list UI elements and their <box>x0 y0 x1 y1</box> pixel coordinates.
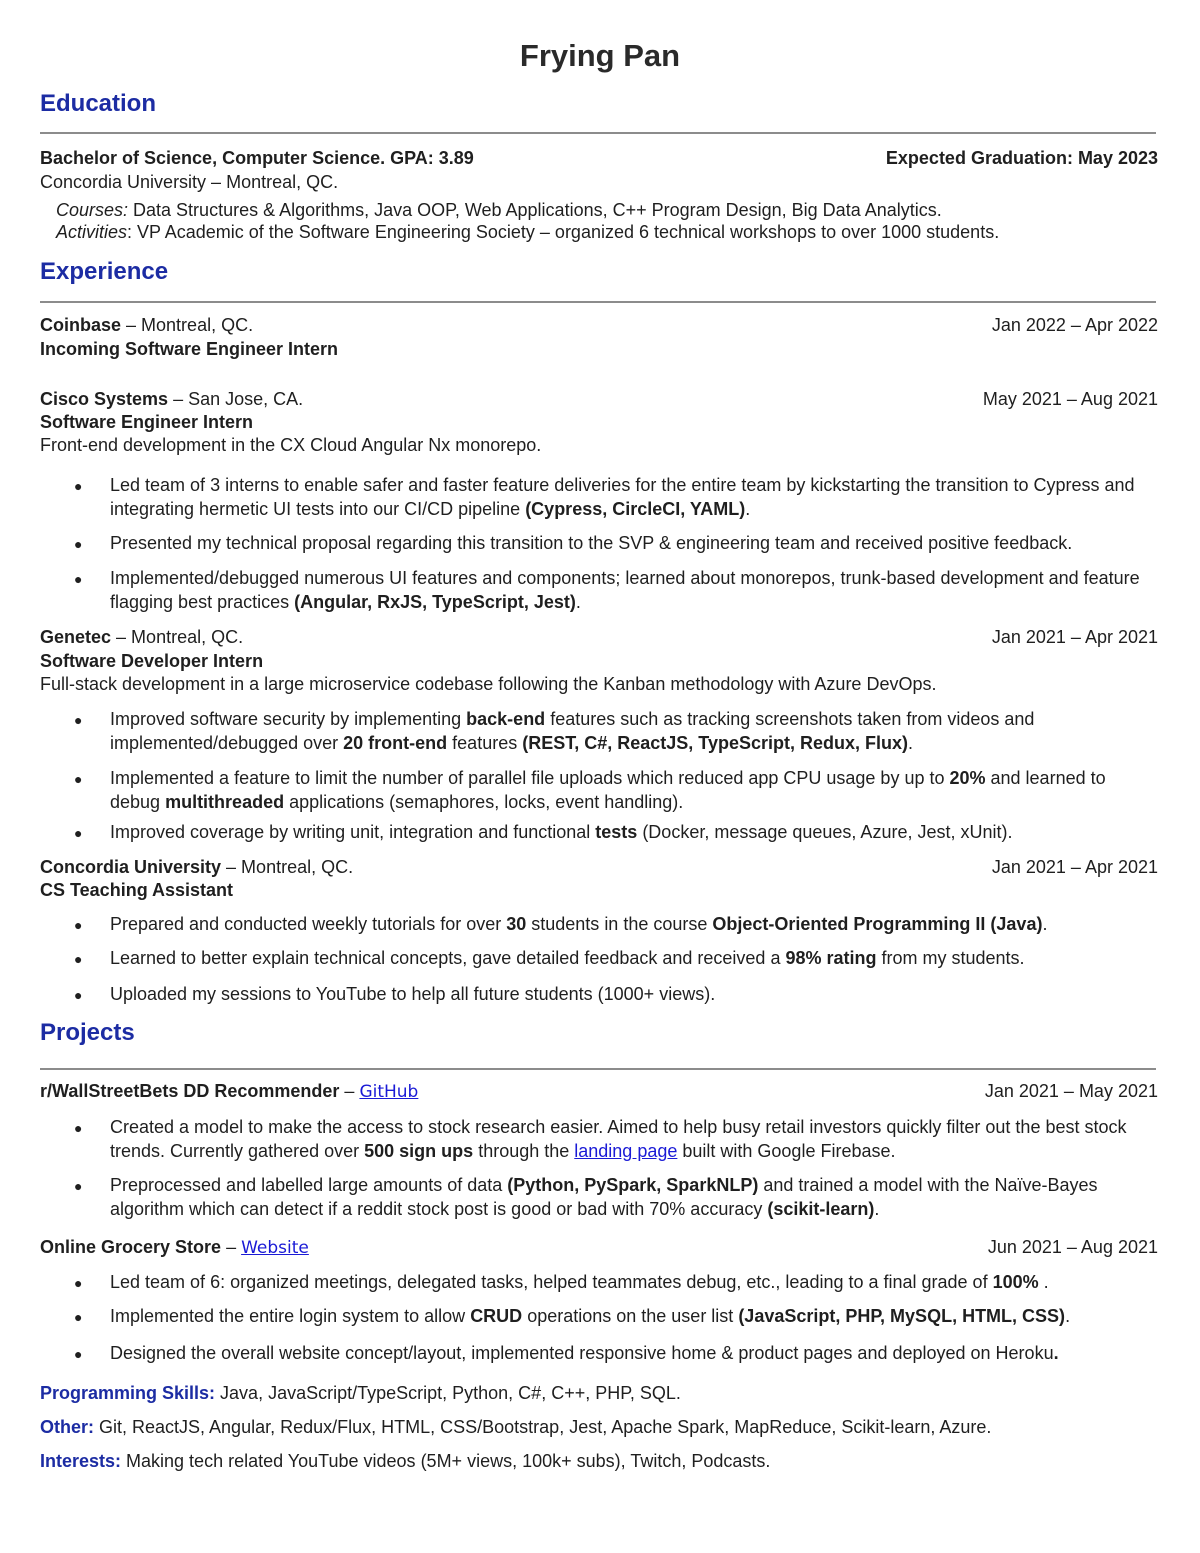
project-header: r/WallStreetBets DD Recommender – GitHub <box>40 1081 419 1102</box>
bullet-text: Prepared and conducted weekly tutorials for over 30 students in the course Object-Oriented Programming II (Java). <box>110 914 1048 934</box>
bullet-icon: ● <box>74 1120 83 1136</box>
bullet-text: Led team of 3 interns to enable safer and faster feature deliveries for the entire team by kickstarting the transition to Cypress and integrating hermetic UI tests into our CI/CD pipeline (Cypress, CircleCI, YAML). <box>110 475 1135 519</box>
bullet-text: Preprocessed and labelled large amounts of data (Python, PySpark, SparkNLP) and trained a model with the Naïve-Bayes algorithm which can detect if a reddit stock post is good or bad with 70% accuracy (scikit-learn). <box>110 1175 1098 1219</box>
job-dates: Jan 2022 – Apr 2022 <box>991 315 1158 335</box>
job-header <box>40 626 243 648</box>
other-skills-label: Other: <box>40 1417 94 1437</box>
bullet-icon: ● <box>74 951 83 967</box>
bullet-icon: ● <box>74 1309 83 1325</box>
bullet-text: Learned to better explain technical concepts, gave detailed feedback and received a 98% rating from my students. <box>110 948 1025 968</box>
project-header: Online Grocery Store – Website <box>40 1237 309 1258</box>
project-title: Online Grocery Store <box>40 1237 222 1257</box>
activities-line <box>56 221 999 243</box>
bullet-icon: ● <box>74 712 83 728</box>
bullet-icon: ● <box>74 571 83 587</box>
job-dates: May 2021 – Aug 2021 <box>982 389 1158 409</box>
company-location: – Montreal, QC. <box>121 315 254 335</box>
courses-line <box>56 199 942 221</box>
bullet-text: Improved software security by implementing back-end features such as tracking screenshots taken from videos and implemented/debugged over 20 front-end features (REST, C#, ReactJS, TypeScript, Redux, Flux). <box>110 709 1035 753</box>
landing-page-link[interactable]: landing page <box>574 1141 678 1161</box>
section-divider <box>40 301 1156 303</box>
bullet-icon: ● <box>74 987 83 1003</box>
project-dates: Jun 2021 – Aug 2021 <box>987 1237 1158 1257</box>
company-name: Concordia University <box>40 857 222 877</box>
company-name: Cisco Systems <box>40 389 169 409</box>
activities-text: : VP Academic of the Software Engineering Society – organized 6 technical workshops to over 1000 students. <box>127 222 1000 242</box>
degree: Bachelor of Science, Computer Science. GPA: 3.89 <box>40 148 474 168</box>
programming-skills-label: Programming Skills: <box>40 1383 216 1403</box>
website-link[interactable]: Website <box>241 1238 309 1258</box>
bullet-text: Designed the overall website concept/layout, implemented responsive home & product pages and deployed on Heroku. <box>110 1343 1059 1363</box>
job-header <box>40 856 353 878</box>
project-title: r/WallStreetBets DD Recommender <box>40 1081 340 1101</box>
bullet-icon: ● <box>74 536 83 552</box>
section-divider <box>40 132 1156 134</box>
school: Concordia University – Montreal, QC. <box>40 172 339 192</box>
job-summary: Front-end development in the CX Cloud Angular Nx monorepo. <box>40 435 542 455</box>
bullet-text: Implemented a feature to limit the number of parallel file uploads which reduced app CPU usage by up to 20% and learned to debug multithreaded applications (semaphores, locks, event handling). <box>110 768 1106 812</box>
company-location: – San Jose, CA. <box>168 389 304 409</box>
bullet-text: Uploaded my sessions to YouTube to help all future students (1000+ views). <box>110 984 716 1004</box>
job-header <box>40 314 253 336</box>
courses-text: Data Structures & Algorithms, Java OOP, Web Applications, C++ Program Design, Big Data Analytics. <box>128 200 942 220</box>
bullet-text: Presented my technical proposal regarding this transition to the SVP & engineering team and received positive feedback. <box>110 533 1073 553</box>
other-skills: Other: Git, ReactJS, Angular, Redux/Flux, HTML, CSS/Bootstrap, Jest, Apache Spark, MapReduce, Scikit-learn, Azure. <box>40 1417 992 1437</box>
company-location: – Montreal, QC. <box>111 627 244 647</box>
projects-heading: Projects <box>40 1019 135 1046</box>
github-link[interactable]: GitHub <box>359 1082 419 1102</box>
bullet-text: Implemented/debugged numerous UI features and components; learned about monorepos, trunk-based development and feature flagging best practices (Angular, RxJS, TypeScript, Jest). <box>110 568 1140 612</box>
job-dates: Jan 2021 – Apr 2021 <box>991 857 1158 877</box>
bullet-icon: ● <box>74 917 83 933</box>
bullet-icon: ● <box>74 478 83 494</box>
bullet-icon: ● <box>74 825 83 841</box>
courses-label: Courses: <box>56 200 129 220</box>
section-divider <box>40 1068 1156 1070</box>
job-role: CS Teaching Assistant <box>40 880 234 900</box>
bullet-icon: ● <box>74 771 83 787</box>
programming-skills: Programming Skills: Java, JavaScript/TypeScript, Python, C#, C++, PHP, SQL. <box>40 1383 681 1403</box>
bullet-text: Implemented the entire login system to allow CRUD operations on the user list (JavaScript, PHP, MySQL, HTML, CSS). <box>110 1306 1071 1326</box>
graduation-date: Expected Graduation: May 2023 <box>885 148 1158 168</box>
bullet-icon: ● <box>74 1346 83 1362</box>
activities-label: Activities <box>56 222 128 242</box>
job-role: Incoming Software Engineer Intern <box>40 339 339 359</box>
company-name: Genetec <box>40 627 112 647</box>
project-dates: Jan 2021 – May 2021 <box>984 1081 1158 1101</box>
job-role: Software Engineer Intern <box>40 412 254 432</box>
job-summary: Full-stack development in a large microservice codebase following the Kanban methodology with Azure DevOps. <box>40 674 937 694</box>
bullet-icon: ● <box>74 1178 83 1194</box>
bullet-text: Improved coverage by writing unit, integration and functional tests (Docker, message queues, Azure, Jest, xUnit). <box>110 822 1013 842</box>
bullet-text: Created a model to make the access to stock research easier. Aimed to help busy retail investors quickly filter out the best stock trends. Currently gathered over 500 sign ups through the landing page built with Google Firebase. <box>110 1117 1127 1161</box>
education-heading: Education <box>40 90 157 117</box>
job-dates: Jan 2021 – Apr 2021 <box>991 627 1158 647</box>
interests-label: Interests: <box>40 1451 122 1471</box>
candidate-name: Frying Pan <box>519 38 681 73</box>
job-header <box>40 388 303 410</box>
company-name: Coinbase <box>40 315 122 335</box>
bullet-text: Led team of 6: organized meetings, delegated tasks, helped teammates debug, etc., leading to a final grade of 100% . <box>110 1272 1049 1292</box>
bullet-icon: ● <box>74 1275 83 1291</box>
experience-heading: Experience <box>40 258 169 285</box>
job-role: Software Developer Intern <box>40 651 264 671</box>
company-location: – Montreal, QC. <box>221 857 354 877</box>
interests: Interests: Making tech related YouTube videos (5M+ views, 100k+ subs), Twitch, Podcasts. <box>40 1451 771 1471</box>
